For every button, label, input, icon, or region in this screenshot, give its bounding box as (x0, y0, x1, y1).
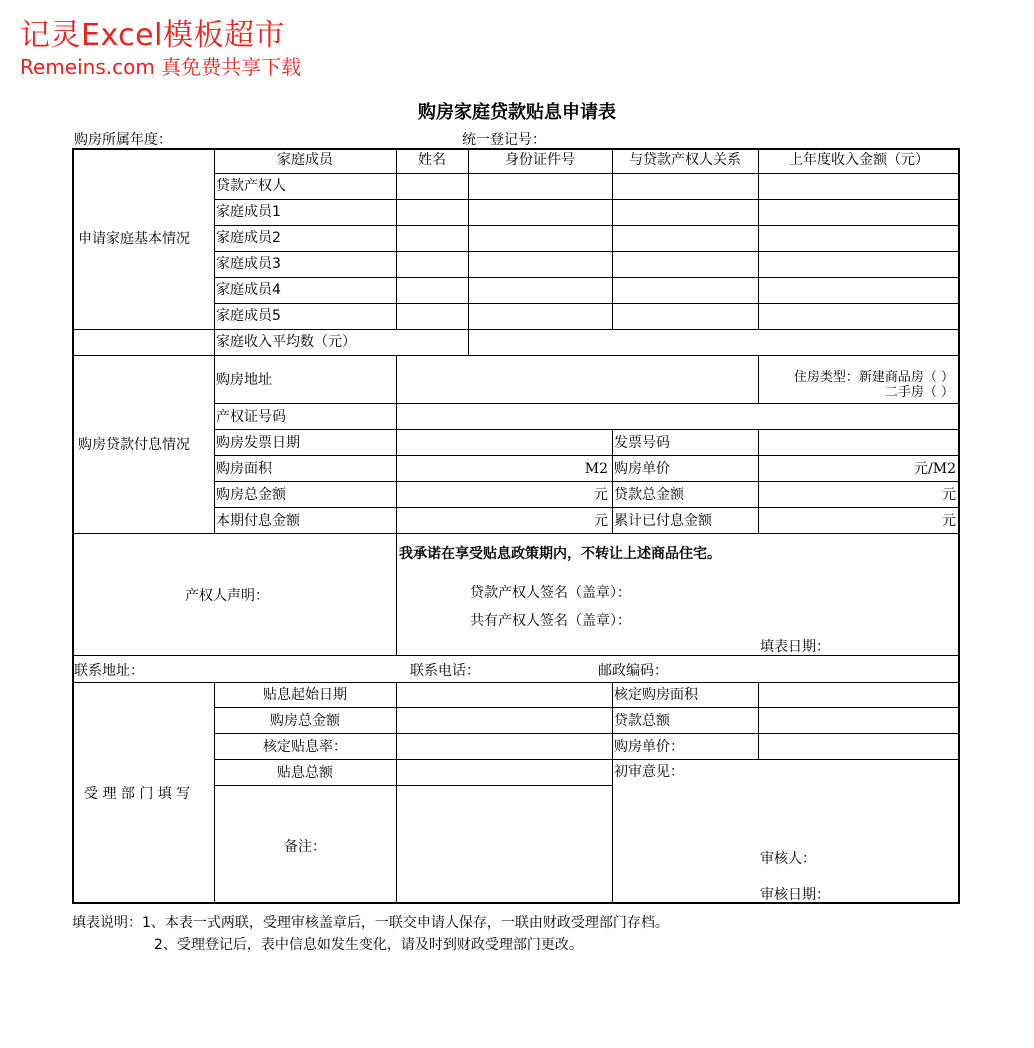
grid-line (396, 682, 397, 904)
row-income-average: 家庭收入平均数（元） (216, 334, 356, 350)
preliminary-opinion-label: 初审意见： (614, 764, 684, 780)
fill-date: 填表日期： (760, 639, 830, 655)
approved-area-label: 核定购房面积 (614, 687, 698, 703)
grid-line (612, 429, 613, 533)
grid-line (214, 429, 960, 430)
contact-address: 联系地址： (74, 663, 144, 679)
watermark-subtitle: Remeins.com 真免费共享下载 (20, 55, 302, 79)
area-unit: M2 (584, 461, 608, 477)
grid-line (612, 682, 613, 904)
grid-line (758, 429, 759, 533)
grid-line (214, 733, 960, 734)
loan-total-unit: 元 (942, 487, 956, 503)
grid-line (72, 682, 960, 683)
purchase-year-label: 购房所属年度： (74, 132, 172, 148)
loan-owner-signature: 贷款产权人签名（盖章）： (470, 585, 631, 601)
house-type-new: 住房类型：新建商品房（ ） (793, 370, 954, 385)
header-id-number: 身份证件号 (505, 152, 575, 168)
grid-line (612, 148, 613, 329)
grid-line (758, 682, 759, 759)
reviewer-label: 审核人： (760, 851, 816, 867)
purchase-total-label: 购房总金额 (216, 487, 286, 503)
co-owner-signature: 共有产权人签名（盖章）： (470, 613, 631, 629)
review-date-label: 审核日期： (760, 887, 830, 903)
grid-line (72, 533, 960, 534)
grid-line (758, 355, 759, 403)
loan-total-label: 贷款总金额 (614, 487, 684, 503)
cert-number-label: 产权证号码 (216, 409, 286, 425)
watermark-title: 记灵Excel模板超市 (20, 18, 285, 53)
period-interest-unit: 元 (594, 513, 608, 529)
grid-line (214, 303, 960, 304)
section-basic-info: 申请家庭基本情况 (78, 231, 190, 247)
row-member-1: 家庭成员1 (216, 204, 281, 220)
section-department: 受 理 部 门 填 写 (84, 786, 191, 802)
row-member-4: 家庭成员4 (216, 282, 281, 298)
interest-total-label: 贴息总额 (277, 765, 333, 781)
contact-phone: 联系电话： (410, 663, 480, 679)
grid-line (468, 148, 469, 355)
grid-line (214, 759, 960, 760)
grid-line (214, 148, 215, 533)
instructions-line-1: 填表说明：1、本表一式两联，受理审核盖章后，一联交申请人保存，一联由财政受理部门存档。 (72, 915, 669, 931)
purchase-address-label: 购房地址 (216, 372, 272, 388)
grid-line (214, 199, 960, 200)
grid-line (214, 507, 960, 508)
registration-number-label: 统一登记号： (462, 132, 546, 148)
header-name: 姓名 (418, 152, 446, 168)
cumulative-interest-unit: 元 (942, 513, 956, 529)
grid-line (214, 403, 960, 404)
dept-purchase-total-label: 购房总金额 (270, 713, 340, 729)
dept-unit-price-label: 购房单价： (614, 739, 684, 755)
contact-postcode: 邮政编码： (598, 663, 668, 679)
approved-rate-label: 核定贴息率： (263, 739, 347, 755)
grid-line (758, 148, 759, 329)
row-member-3: 家庭成员3 (216, 256, 281, 272)
unit-price-unit: 元/M2 (914, 461, 956, 477)
house-type-second: 二手房（ ） (884, 385, 954, 400)
cumulative-interest-label: 累计已付息金额 (614, 513, 712, 529)
grid-line (396, 355, 397, 655)
row-loan-owner: 贷款产权人 (216, 178, 286, 194)
form-title: 购房家庭贷款贴息申请表 (418, 102, 616, 123)
unit-price-label: 购房单价 (614, 461, 670, 477)
row-member-5: 家庭成员5 (216, 308, 281, 324)
grid-line (214, 251, 960, 252)
grid-line (72, 355, 960, 356)
grid-line (214, 707, 960, 708)
grid-line (214, 173, 960, 174)
invoice-date-label: 购房发票日期 (216, 435, 300, 451)
remark-label: 备注： (284, 839, 326, 855)
dept-loan-total-label: 贷款总额 (614, 713, 670, 729)
purchase-area-label: 购房面积 (216, 461, 272, 477)
grid-line (396, 148, 397, 329)
interest-start-date-label: 贴息起始日期 (263, 687, 347, 703)
header-family-member: 家庭成员 (277, 152, 333, 168)
declaration-label: 产权人声明： (185, 588, 269, 604)
instructions-line-2: 2、受理登记后，表中信息如发生变化，请及时到财政受理部门更改。 (154, 937, 583, 953)
declaration-statement: 我承诺在享受贴息政策期内，不转让上述商品住宅。 (399, 546, 721, 562)
grid-line (214, 481, 960, 482)
row-member-2: 家庭成员2 (216, 230, 281, 246)
grid-line (72, 329, 960, 330)
period-interest-label: 本期付息金额 (216, 513, 300, 529)
grid-line (214, 225, 960, 226)
purchase-total-unit: 元 (594, 487, 608, 503)
grid-line (214, 277, 960, 278)
header-income: 上年度收入金额（元） (789, 152, 929, 168)
invoice-number-label: 发票号码 (614, 435, 670, 451)
grid-line (214, 455, 960, 456)
grid-line (214, 785, 612, 786)
section-loan-interest: 购房贷款付息情况 (78, 437, 190, 453)
header-relationship: 与贷款产权人关系 (629, 152, 741, 168)
